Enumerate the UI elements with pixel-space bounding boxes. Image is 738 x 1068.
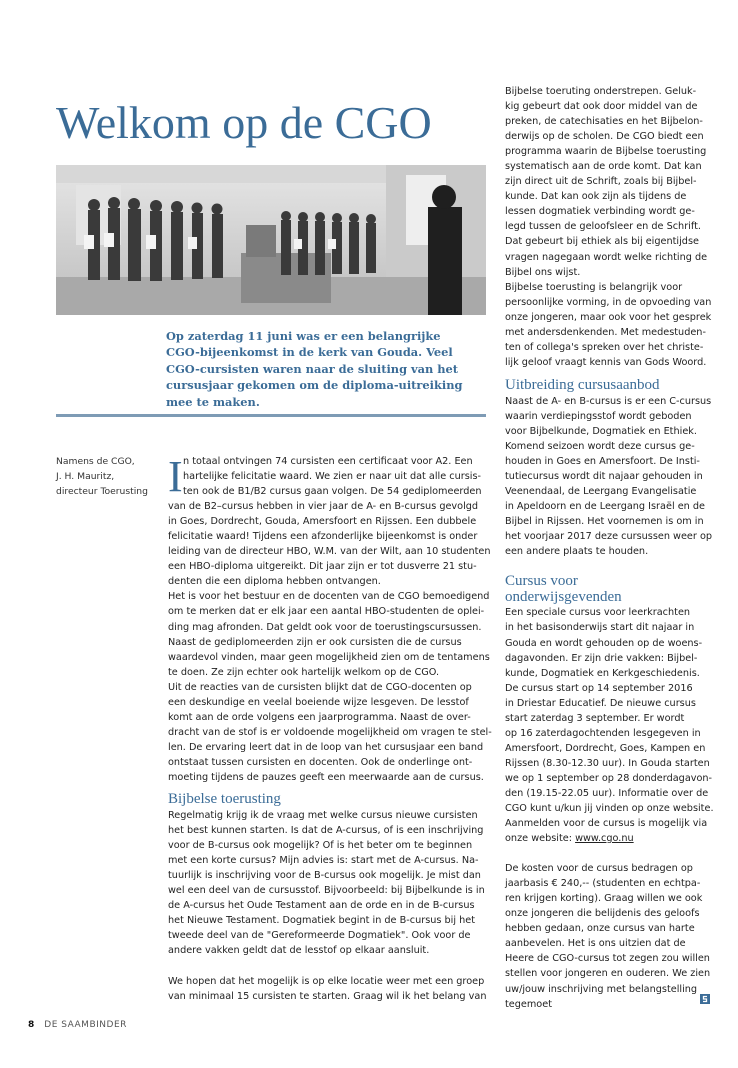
text-line: in Apeldoorn en de Leergang Israël en de bbox=[505, 501, 705, 513]
website-line bbox=[505, 831, 713, 846]
section-heading: Bijbelse toerusting bbox=[168, 791, 281, 808]
body-text bbox=[505, 84, 713, 370]
text-line: te doen. Ze zijn echter ook hartelijk welkom op de CGO. bbox=[168, 666, 440, 678]
text-line: lijk geloof vraagt kennis van Gods Woord. bbox=[505, 356, 707, 368]
text-line: tutiecursus wordt dit najaar gehouden in bbox=[505, 471, 703, 483]
text-line: het voorjaar 2017 deze cursussen weer op bbox=[505, 531, 713, 543]
text-line: De cursus start op 14 september 2016 bbox=[505, 682, 693, 694]
text-line: Veenendaal, de Leergang Evangelisatie bbox=[505, 486, 697, 498]
text-line: van minimaal 15 cursisten te starten. Graag wil ik het belang van bbox=[168, 990, 487, 1002]
text-line: Het is voor het bestuur en de docenten van de CGO bemoedigend bbox=[168, 591, 490, 603]
text-line: Rijssen (8.30-12.30 uur). In Gouda starten bbox=[505, 757, 710, 769]
column-1 bbox=[168, 452, 492, 1004]
text-line: Uit de reacties van de cursisten blijkt dat de CGO-docenten op bbox=[168, 681, 472, 693]
website-link[interactable]: www.cgo.nu bbox=[575, 833, 634, 845]
photo-caption: Op zaterdag 11 juni was er een belangrijke CGO-bijeenkomst in de kerk van Gouda. Veel CGO-cursisten waren naar de sluiting van het cursusjaar gekomen om de diploma-uitreiking mee te maken. bbox=[166, 329, 463, 409]
ceremony-photo bbox=[56, 165, 486, 315]
text-line: ten of collega's spreken over het christe- bbox=[505, 341, 704, 353]
text-line: van de B2–cursus hebben in vier jaar de A- en B-cursus gevolgd bbox=[168, 501, 479, 513]
text-line: tweede deel van de "Gereformeerde Dogmatiek". Ook voor de bbox=[168, 930, 471, 942]
text-line: in Goes, Dordrecht, Gouda, Amersfoort en Rijssen. Een dubbele bbox=[168, 516, 477, 528]
heading-line: onderwijsgevenden bbox=[505, 589, 622, 606]
text-line: een deskundige en veelal boeiende wijze lesgeven. De lesstof bbox=[168, 696, 469, 708]
body-text bbox=[168, 499, 492, 785]
text-line: De kosten voor de cursus bedragen op bbox=[505, 863, 693, 875]
text-line: Aanmelden voor de cursus is mogelijk via bbox=[505, 818, 708, 830]
text-line: kunde, Dogmatiek en Kerkgeschiedenis. bbox=[505, 667, 700, 679]
author-line: Namens de CGO, bbox=[56, 456, 135, 467]
text-line: een HBO-diploma uitgereikt. Dit jaar zijn er tot dusverre 21 stu- bbox=[168, 561, 477, 573]
text-line: felicitatie waard! Tijdens een afzonderlijke bijeenkomst is onder bbox=[168, 531, 478, 543]
text-line: den (19.15-22.05 uur). Informatie over de bbox=[505, 787, 709, 799]
section-heading bbox=[505, 573, 713, 605]
costs-text bbox=[505, 861, 713, 1011]
section-text bbox=[168, 808, 484, 958]
section-heading: Uitbreiding cursusaanbod bbox=[505, 376, 660, 393]
text-line: aanbevelen. Het is ons uitzien dat de bbox=[505, 938, 686, 950]
text-line: moeting tijdens de pauzes geeft een meerwaarde aan de cursus. bbox=[168, 771, 484, 783]
text-line: len. De ervaring leert dat in de loop van het cursusjaar een band bbox=[168, 741, 484, 753]
page-number: 8 bbox=[28, 1020, 35, 1030]
text-line: in Driestar Educatief. De nieuwe cursus bbox=[505, 697, 696, 709]
text-line: lessen dogmatiek verbinding wordt ge- bbox=[505, 206, 695, 218]
text-line: We hopen dat het mogelijk is op elke locatie weer met een groep bbox=[168, 975, 485, 987]
text-line: het Nieuwe Testament. Dogmatiek begint in de B-cursus bij het bbox=[168, 915, 476, 927]
text-line: denten die een diploma hebben ontvangen. bbox=[168, 576, 381, 588]
text-line: stellen voor jongeren en ouderen. We zien bbox=[505, 968, 711, 980]
text-line: tegemoet bbox=[505, 998, 552, 1010]
text-line: kig gebeurt dat ook door middel van de bbox=[505, 101, 698, 113]
text-line: in het basisonderwijs start dit najaar in bbox=[505, 622, 695, 634]
text-line: uw/jouw inschrijving met belangstelling bbox=[505, 983, 698, 995]
text-line: legd tussen de geloofsleer en de Schrift. bbox=[505, 221, 701, 233]
text-line: CGO kunt u/kun jij vinden op onze website. bbox=[505, 803, 714, 815]
text-line: Gouda en wordt gehouden op de woens- bbox=[505, 637, 703, 649]
text-line: systematisch aan de orde komt. Dat kan bbox=[505, 161, 702, 173]
article-photo bbox=[56, 165, 486, 315]
text-line: jaarbasis € 240,-- (studenten en echtpa- bbox=[505, 878, 701, 890]
text-line: om te merken dat er elk jaar een aantal HBO-studenten de oplei- bbox=[168, 606, 485, 618]
text-line: met een korte cursus? Mijn advies is: start met de A-cursus. Na- bbox=[168, 855, 479, 867]
text-line: tuurlijk is inschrijving voor de B-cursus ook mogelijk. Je mist dan bbox=[168, 870, 481, 882]
section-divider bbox=[56, 414, 486, 417]
text-line: een andere plaats te houden. bbox=[505, 546, 649, 558]
text-line: voor de B-cursus ook mogelijk? Of is het beter om te beginnen bbox=[168, 840, 473, 852]
section-text bbox=[505, 394, 713, 560]
text-line: wel een deel van de cursusstof. Bijvoorbeeld: bij Bijbelkunde is in bbox=[168, 885, 485, 897]
text-line: n totaal ontvingen 74 cursisten een certificaat voor A2. Een bbox=[183, 456, 473, 467]
heading-line: Cursus voor bbox=[505, 573, 578, 590]
text-line: programma waarin de Bijbelse toerusting bbox=[505, 146, 707, 158]
text-line: waarin verdiepingsstof wordt geboden bbox=[505, 410, 692, 422]
text-line: hartelijke felicitatie waard. We zien er naar uit dat alle cursis- bbox=[183, 471, 482, 483]
text-line: Naast de gediplomeerden zijn er ook cursisten die de cursus bbox=[168, 636, 462, 648]
publication-name: DE SAAMBINDER bbox=[44, 1020, 127, 1030]
text-line: houden in Goes en Amersfoort. De Insti- bbox=[505, 456, 700, 468]
text-line: we op 1 september op 28 donderdagavon- bbox=[505, 772, 713, 784]
text-line: Dat gebeurt bij ethiek als bij eigentijdse bbox=[505, 236, 699, 248]
author-credit bbox=[56, 454, 156, 499]
text-line: Bijbel in Rijssen. Het voornemen is om in bbox=[505, 516, 704, 528]
text-line: kunde. Dat kan ook zijn als tijdens de bbox=[505, 191, 687, 203]
intro-paragraph bbox=[168, 454, 484, 499]
text-line: Komend seizoen wordt deze cursus ge- bbox=[505, 441, 695, 453]
website-prefix: onze website: bbox=[505, 833, 576, 845]
author-line: directeur Toerusting bbox=[56, 486, 148, 497]
section-text bbox=[505, 605, 713, 831]
text-line: onze jongeren, maar ook voor het gesprek bbox=[505, 311, 712, 323]
text-line: op 16 zaterdagochtenden lesgegeven in bbox=[505, 727, 701, 739]
text-line: Heere de CGO-cursus tot zegen zou willen bbox=[505, 953, 710, 965]
text-line: Amersfoort, Dordrecht, Goes, Kampen en bbox=[505, 742, 706, 754]
text-line: ontstaat tussen cursisten en docenten. Ook de onderlinge ont- bbox=[168, 756, 473, 768]
text-line: ren krijgen korting). Graag willen we ook bbox=[505, 893, 703, 905]
text-line: zijn direct uit de Schrift, zoals bij Bijbel- bbox=[505, 176, 697, 188]
article-title: Welkom op de CGO bbox=[56, 97, 432, 148]
text-line: dagavonden. Er zijn drie vakken: Bijbel- bbox=[505, 652, 698, 664]
text-line: ten ook de B1/B2 cursus gaan volgen. De 54 gediplomeerden bbox=[183, 486, 482, 498]
text-line: Bijbel ons wijst. bbox=[505, 266, 581, 278]
text-line: met andersdenkenden. Met medestuden- bbox=[505, 326, 706, 338]
drop-cap: I bbox=[168, 452, 183, 501]
text-line: het best kunnen starten. Is dat de A-cursus, of is een inschrijving bbox=[168, 825, 484, 837]
text-line: ding mag afronden. Dat geldt ook voor de toerustingscursussen. bbox=[168, 621, 482, 633]
text-line: andere vakken geldt dat de lesstof op elkaar aansluit. bbox=[168, 945, 430, 957]
page-footer bbox=[28, 1020, 127, 1030]
text-line: derwijs op de scholen. De CGO biedt een bbox=[505, 131, 704, 143]
text-line: Regelmatig krijg ik de vraag met welke cursus nieuwe cursisten bbox=[168, 810, 478, 822]
text-line: Naast de A- en B-cursus is er een C-cursus bbox=[505, 395, 712, 407]
end-mark-icon bbox=[700, 994, 710, 1004]
text-line: waardevol vinden, maar geen mogelijkheid zien om de tentamens bbox=[168, 651, 490, 663]
column-2 bbox=[505, 84, 713, 1012]
text-line: leiding van de directeur HBO, W.M. van der Wilt, aan 10 studenten bbox=[168, 546, 491, 558]
author-line: J. H. Mauritz, bbox=[56, 471, 115, 482]
text-line: persoonlijke vorming, in de opvoeding van bbox=[505, 296, 712, 308]
text-line: Bijbelse toeruting onderstrepen. Geluk- bbox=[505, 86, 697, 97]
text-line: dracht van de stof is er voldoende mogelijkheid om vragen te stel- bbox=[168, 726, 492, 738]
text-line: preken, de catechisaties en het Bijbelon- bbox=[505, 116, 703, 128]
text-line: start zaterdag 3 september. Er wordt bbox=[505, 712, 685, 724]
text-line: hebben gedaan, onze cursus van harte bbox=[505, 923, 695, 935]
text-line: onze jongeren die belijdenis des geloofs bbox=[505, 908, 700, 920]
closing-text bbox=[168, 974, 487, 1004]
text-line: Een speciale cursus voor leerkrachten bbox=[505, 607, 691, 619]
text-line: komt aan de orde volgens een jaarprogramma. Naast de over- bbox=[168, 711, 471, 723]
text-line: voor Bijbelkunde, Dogmatiek en Ethiek. bbox=[505, 425, 697, 437]
text-line: de A-cursus het Oude Testament aan de orde en in de B-cursus bbox=[168, 900, 475, 912]
text-line: Bijbelse toerusting is belangrijk voor bbox=[505, 281, 683, 293]
text-line: vragen nagegaan wordt welke richting de bbox=[505, 251, 708, 263]
